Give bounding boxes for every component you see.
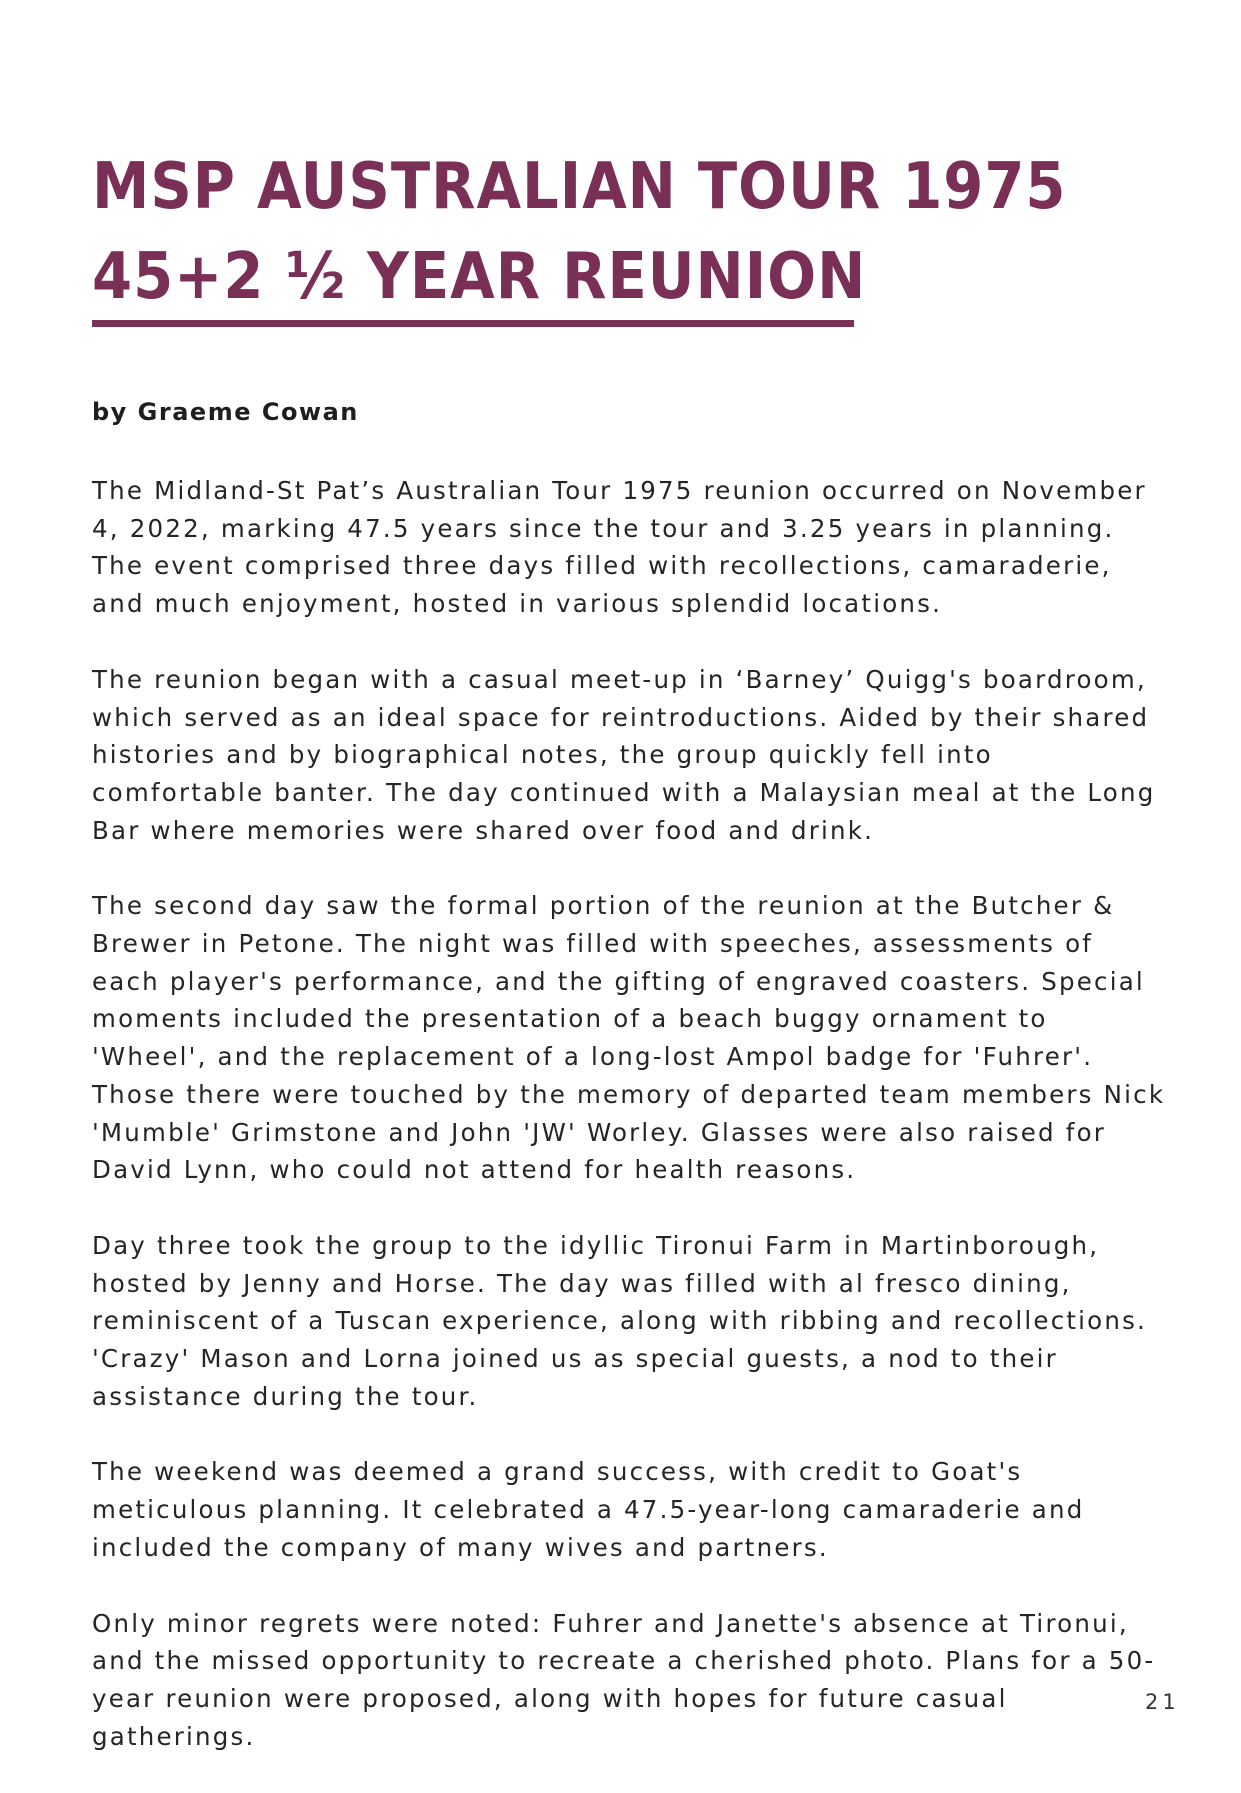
paragraph-4: Day three took the group to the idyllic Tironui Farm in Martinborough, hosted by Jenny and Horse. The day was filled with al fresco dining, reminiscent of a Tuscan experience, along with ribbing and recollections. 'Crazy' Mason and Lorna joined us as special guests, a nod to their assistance during the tour. bbox=[92, 1230, 1148, 1411]
paragraph-6: Only minor regrets were noted: Fuhrer and Janette's absence at Tironui, and the missed opportunity to recreate a cherished photo. Plans for a 50-year reunion were proposed, along with hopes for future casual gatherings. bbox=[92, 1608, 1156, 1751]
title-line-2: 45+2 ½ YEAR REUNION bbox=[92, 240, 867, 314]
author-byline: by Graeme Cowan bbox=[92, 398, 359, 426]
paragraph-1: The Midland-St Pat’s Australian Tour 1975 reunion occurred on November 4, 2022, marking 47.5 years since the tour and 3.25 years in planning. The event comprised three days filled with recollections, camaraderie, and much enjoyment, hosted in various splendid locations. bbox=[92, 476, 1147, 619]
paragraph-3: The second day saw the formal portion of the reunion at the Butcher & Brewer in Petone. The night was filled with speeches, assessments of each player's performance, and the gifting of engraved coasters. Special moments included the presentation of a beach buggy ornament to 'Wheel', and the replacement of a long-lost Ampol badge for 'Fuhrer'. Those there were touched by the memory of departed team members Nick 'Mumble' Grimstone and John 'JW' Worley. Glasses were also raised for David Lynn, who could not attend for health reasons. bbox=[92, 891, 1166, 1185]
title-underline-divider bbox=[92, 320, 854, 327]
page-number: 21 bbox=[1145, 1690, 1180, 1714]
article-title bbox=[92, 142, 1066, 322]
paragraph-5: The weekend was deemed a grand success, with credit to Goat's meticulous planning. It celebrated a 47.5-year-long camaraderie and included the company of many wives and partners. bbox=[92, 1457, 1085, 1562]
paragraph-2: The reunion began with a casual meet-up in ‘Barney’ Quigg's boardroom, which served as an ideal space for reintroductions. Aided by their shared histories and by biographical notes, the group quickly fell into comfortable banter. The day continued with a Malaysian meal at the Long Bar where memories were shared over food and drink. bbox=[92, 664, 1156, 845]
title-line-1: MSP AUSTRALIAN TOUR 1975 bbox=[92, 150, 1067, 224]
article-body bbox=[92, 472, 1167, 1793]
